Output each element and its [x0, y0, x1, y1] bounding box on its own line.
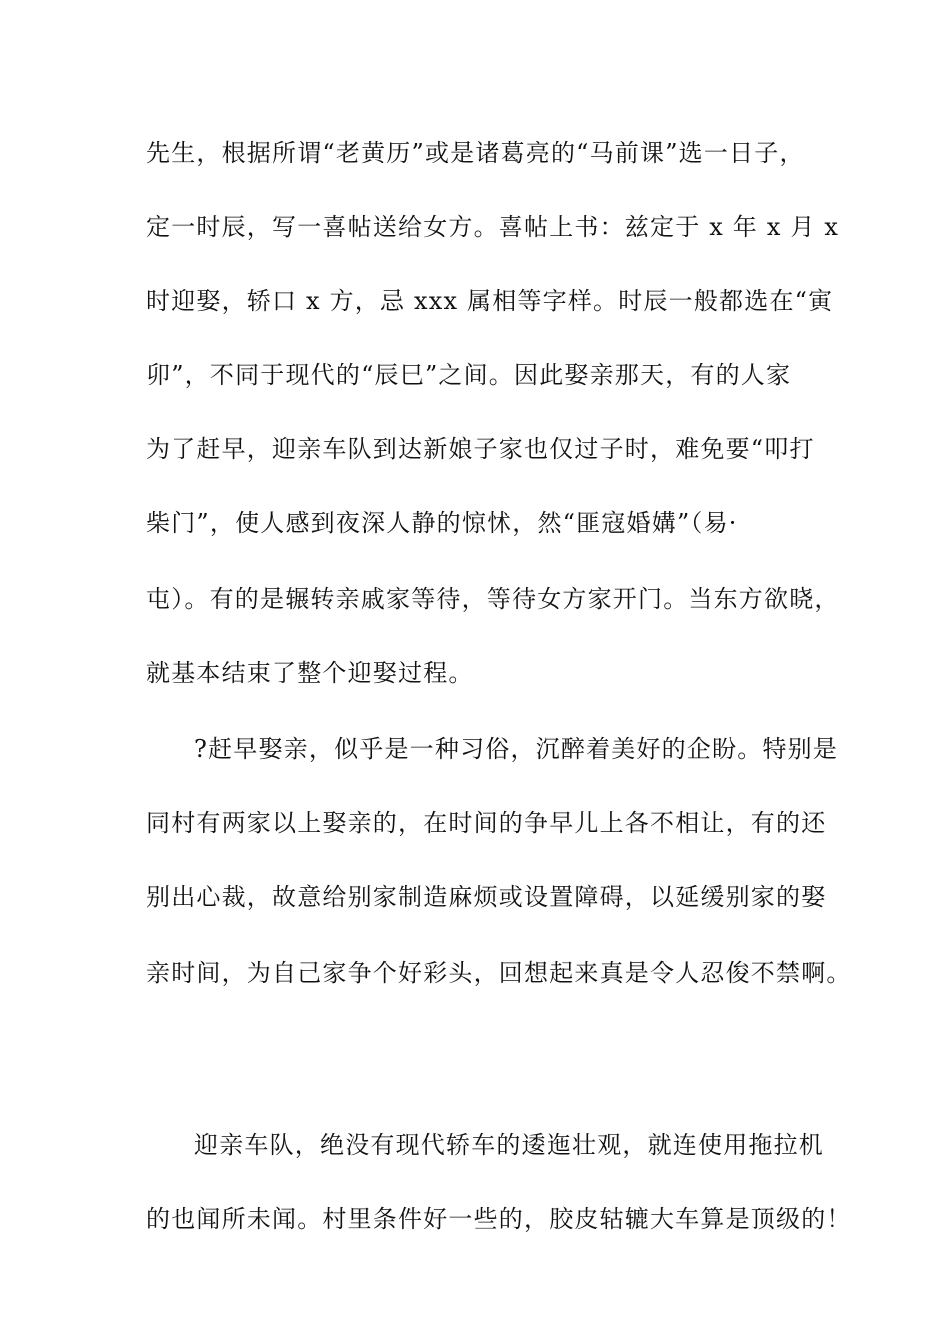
text-line: 亲时间，为自己家争个好彩头，回想起来真是令人忍俊不禁啊。 — [146, 959, 852, 987]
text-line: 柴门”，使人感到夜深人静的惊怵，然“匪寇婚媾”（易· — [146, 509, 738, 537]
text-line: 时迎娶，轿口 x 方，忌 xxx 属相等字样。时辰一般都选在“寅 — [146, 287, 834, 315]
paragraph-first-line: ?赶早娶亲，似乎是一种习俗，沉醉着美好的企盼。特别是 — [194, 735, 839, 763]
text-line: 同村有两家以上娶亲的，在时间的争早儿上各不相让，有的还 — [146, 809, 827, 837]
text-line: 就基本结束了整个迎娶过程。 — [146, 659, 474, 687]
text-line: 卯”，不同于现代的“辰巳”之间。因此娶亲那天，有的人家 — [146, 361, 792, 389]
text-line: 的也闻所未闻。村里条件好一些的，胶皮轱辘大车算是顶级的！ — [146, 1205, 852, 1233]
text-line: 别出心裁，故意给别家制造麻烦或设置障碍，以延缓别家的娶 — [146, 883, 827, 911]
text-line: 先生，根据所谓“老黄历”或是诸葛亮的“马前课”选一日子， — [146, 139, 805, 167]
text-line: 定一时辰，写一喜帖送给女方。喜帖上书：兹定于 x 年 x 月 x — [146, 213, 840, 241]
paragraph-first-line: 迎亲车队，绝没有现代轿车的逶迤壮观，就连使用拖拉机 — [194, 1131, 824, 1159]
text-line: 为了赶早，迎亲车队到达新娘子家也仅过子时，难免要“叩打 — [146, 435, 815, 463]
text-line: 屯）。有的是辗转亲戚家等待，等待女方家开门。当东方欲晓， — [146, 585, 840, 613]
